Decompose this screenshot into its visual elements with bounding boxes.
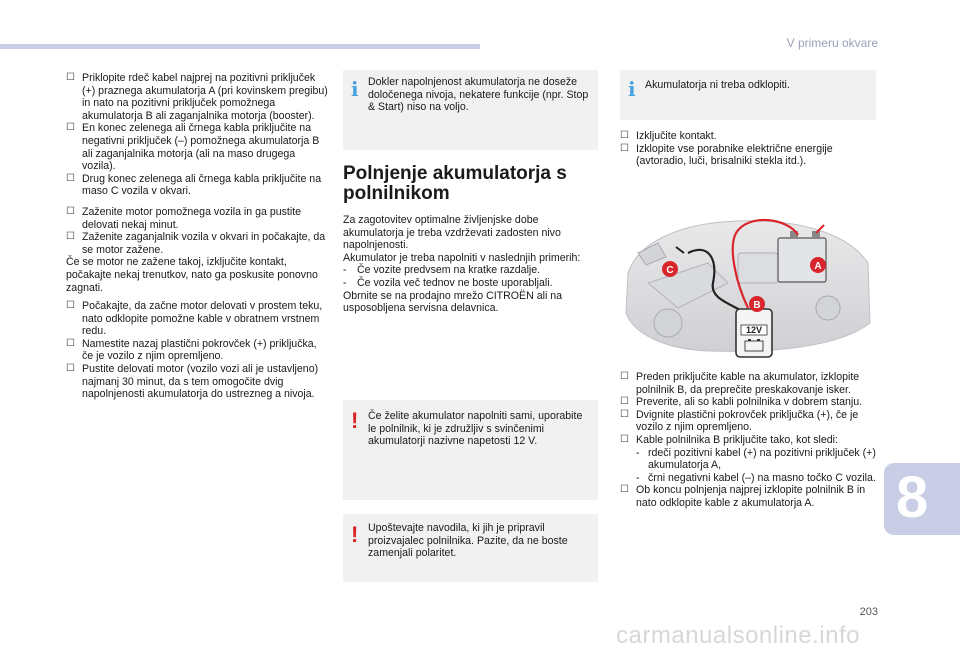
list-item: - Če vozila več tednov ne boste uporabljali. [343, 276, 553, 289]
list-item: - rdeči pozitivni kabel (+) na pozitivni priključek (+) akumulatorja A, [636, 446, 876, 472]
list-item: ☐ Drug konec zelenega ali črnega kabla priključite na maso C vozila v okvari. [66, 173, 328, 198]
section-title: V primeru okvare [786, 36, 878, 50]
watermark: carmanualsonline.info [616, 622, 860, 649]
paragraph: Akumulator je treba napolniti v naslednjih primerih: [343, 251, 581, 264]
list-item: ☐ Izklopite vse porabnike električne energije (avtoradio, luči, brisalniki stekla itd.). [620, 143, 876, 168]
info-note [343, 70, 598, 150]
vehicle-battery [778, 231, 826, 282]
list-item: ☐ Namestite nazaj plastični pokrovček (+) priključka, če je vozilo z njim opremljeno. [66, 338, 328, 363]
warning-text: Upoštevajte navodila, ki jih je pripravil proizvajalec polnilnika. Pazite, da ne boste zamenjali polaritet. [368, 522, 568, 560]
charger-voltage-label: 12V [745, 325, 763, 335]
page-number: 203 [859, 606, 878, 618]
column-1 [66, 72, 328, 401]
list-item: ☐ En konec zelenega ali črnega kabla priključite na negativni priključek (–) pomožnega akumulatorja B ali zaganjalnika motorja (ali na maso drugega vozila). [66, 122, 328, 172]
column-2-body [343, 214, 598, 315]
list-item: ☐ Zaženite zaganjalnik vozila v okvari in počakajte, da se motor zažene. [66, 231, 328, 256]
list-item: ☐ Pustite delovati motor (vozilo vozi ali je ustavljeno) najmanj 30 minut, da s tem omogočite dvig napolnjenosti akumulatorja do ustrezneg a nivoja. [66, 363, 328, 401]
column-3-top [620, 130, 876, 168]
warning-note [343, 514, 598, 582]
chapter-number: 8 [896, 465, 929, 530]
list-item: - Če vozite predvsem na kratke razdalje. [343, 264, 541, 277]
list-item: ☐ Kable polnilnika B priključite tako, kot sledi: [620, 434, 878, 447]
paragraph: Za zagotovitev optimalne življenjske dobe akumulatorja je treba vzdrževati zadosten nivo napolnjenosti. [343, 214, 561, 252]
battery-charging-illustration [618, 213, 876, 361]
info-text: Dokler napolnjenost akumulatorja ne doseže določenega nivoja, nekatere funkcije (npr. Stop & Start) niso na voljo. [368, 76, 589, 114]
header-bar [0, 44, 480, 49]
list-item: ☐ Zaženite motor pomožnega vozila in ga pustite delovati nekaj minut. [66, 206, 328, 231]
info-note [620, 70, 876, 120]
info-icon: i [351, 77, 359, 101]
list-item: ☐ Ob koncu polnjenja najprej izklopite polnilnik B in nato odklopite kable z akumulatorja A. [620, 484, 878, 509]
info-text: Akumulatorja ni treba odklopiti. [645, 79, 790, 91]
label-c-marker [662, 261, 678, 277]
list-item: ☐ Preden priključite kable na akumulator, izklopite polnilnik B, da preprečite preskakovanje isker. [620, 371, 878, 396]
chapter-tab [884, 463, 960, 535]
warning-note [343, 400, 598, 500]
label-b: B [753, 300, 761, 311]
list-item: ☐ Počakajte, da začne motor delovati v prostem teku, nato odklopite pomožne kable v obratnem vrstnem redu. [66, 300, 328, 338]
list-item: - črni negativni kabel (–) na masno točko C vozila. [636, 471, 876, 484]
list-item: ☐ Preverite, ali so kabli polnilnika v dobrem stanju. [620, 396, 878, 409]
list-item: ☐ Izključite kontakt. [620, 130, 876, 143]
list-item: ☐ Priklopite rdeč kabel najprej na pozitivni priključek (+) praznega akumulatorja A (pri kovinskem pregibu) in nato na pozitivni priključek pomožnega akumulatorja B ali zaganjalnika motorja (booster). [66, 72, 328, 122]
paragraph: Obrnite se na prodajno mrežo CITROËN ali na usposobljena servisna delavnica. [343, 289, 563, 315]
list-item: ☐ Dvignite plastični pokrovček priključka (+), če je vozilo z njim opremljeno. [620, 409, 878, 434]
paragraph: Če se motor ne zažene takoj, izključite kontakt, počakajte nekaj trenutkov, nato ga poskusite ponovno zagnati. [66, 256, 318, 294]
column-3-bottom [620, 371, 878, 510]
warning-text: Če želite akumulator napolniti sami, uporabite le polnilnik, ki je združljiv s svinčenimi akumulatorji nazivne napetosti 12 V. [368, 410, 583, 448]
label-a-marker [810, 257, 826, 273]
label-b-marker [749, 296, 765, 312]
battery-charger [736, 309, 772, 357]
warning-icon: ! [351, 408, 359, 433]
label-c: C [666, 265, 674, 276]
info-icon: i [628, 77, 636, 101]
section-heading: Polnjenje akumulatorja s polnilnikom [343, 163, 567, 204]
label-a: A [814, 261, 822, 272]
warning-icon: ! [351, 522, 359, 547]
